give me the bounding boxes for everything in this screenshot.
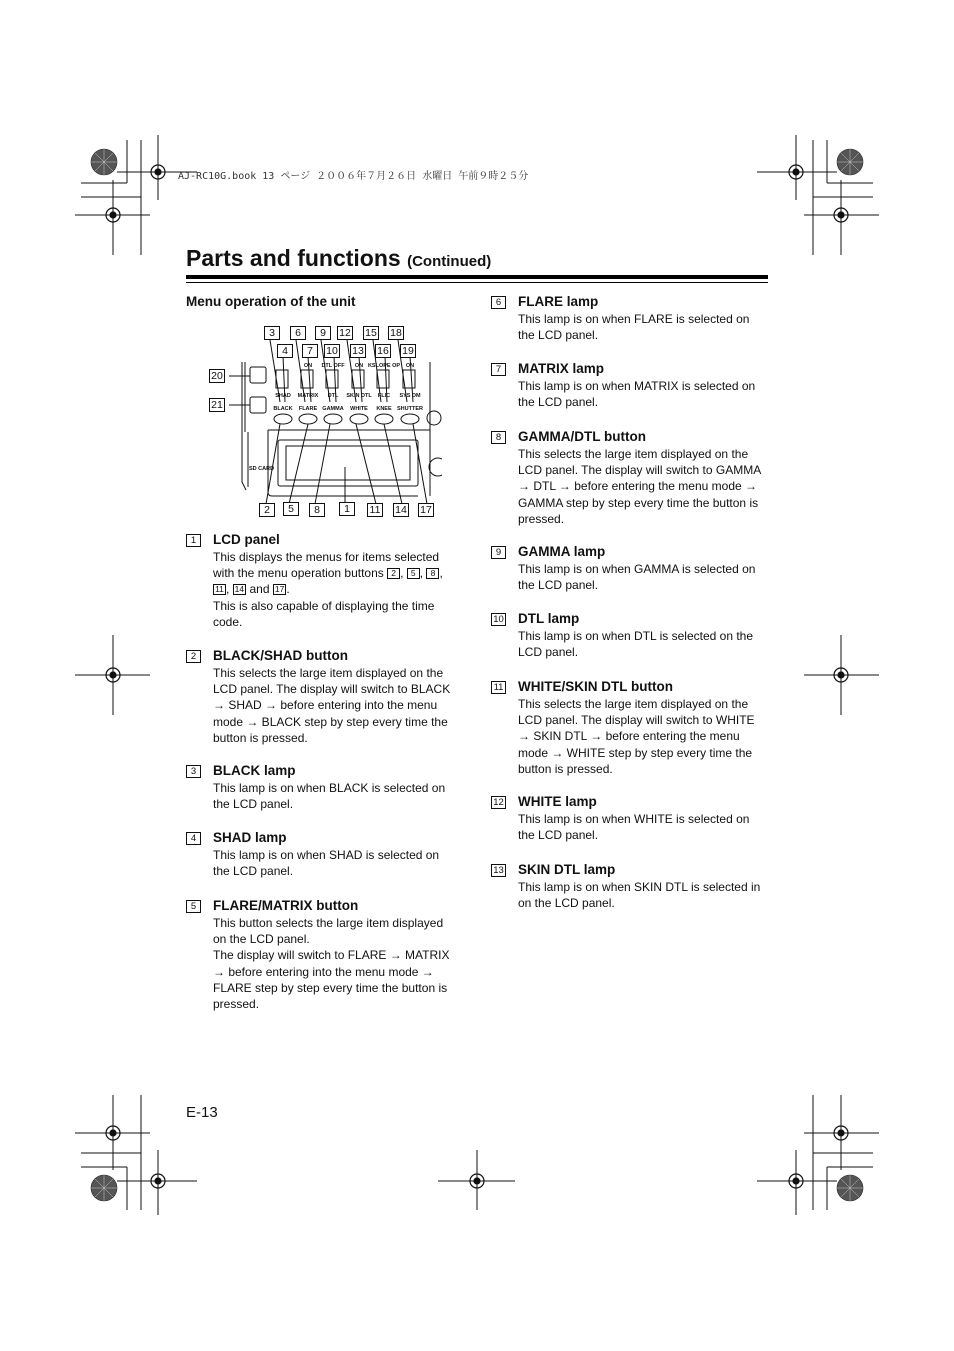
rich-text-part: and — [249, 582, 270, 597]
entry-number: 6 — [491, 296, 506, 309]
entry-number: 8 — [491, 431, 506, 444]
entry-title: MATRIX lamp — [518, 361, 605, 376]
callout-16: 16 — [375, 344, 391, 358]
entry-title: SHAD lamp — [213, 830, 287, 845]
top-label-5: ON — [405, 363, 415, 369]
entry-title: BLACK lamp — [213, 763, 296, 778]
callout-21: 21 — [209, 398, 225, 412]
callout-11: 11 — [367, 503, 383, 517]
entry-heading — [491, 543, 761, 561]
callout-3: 3 — [264, 326, 280, 340]
callout-14: 14 — [393, 503, 409, 517]
entry-text: This lamp is on when SKIN DTL is selected in on the LCD panel. — [518, 880, 761, 911]
entry-text: This selects the large item displayed on the LCD panel. The display will switch to GAMMA → DTL → before entering the menu mode → GAMMA step by step every time the button is pressed. — [518, 447, 761, 526]
entry-heading — [186, 829, 456, 847]
top-label-1: ON — [303, 363, 313, 369]
rich-text-part: This displays the menus for items selected with the menu operation buttons — [213, 550, 440, 581]
entry-5-flare-matrix-button — [186, 897, 456, 1012]
callout-9: 9 — [315, 326, 331, 340]
entry-text: This selects the large item displayed on the LCD panel. The display will switch to BLACK → SHAD → before entering into the menu mode → BLACK step by step every time the button is pressed. — [213, 666, 451, 745]
entry-heading — [491, 428, 761, 446]
entry-number: 5 — [186, 900, 201, 913]
entry-number: 13 — [491, 864, 506, 877]
button-label-white: WHITE — [350, 406, 368, 412]
inline-ref: 2 — [387, 568, 400, 579]
entry-10-dtl-lamp — [491, 610, 761, 660]
entry-3-black-lamp — [186, 762, 456, 812]
entry-text-rich: This displays the menus for items selected with the menu operation buttons 2 , 5 , 8 , 11 , 14 and 17 . — [213, 550, 443, 597]
callout-4: 4 — [277, 344, 293, 358]
top-label-2: DTL OFF — [321, 363, 345, 369]
callout-12: 12 — [337, 326, 353, 340]
top-label-3: ON — [354, 363, 364, 369]
entry-number: 10 — [491, 613, 506, 626]
entry-1-lcd-panel — [186, 531, 456, 630]
button-label-flare: FLARE — [298, 406, 318, 412]
callout-10: 10 — [324, 344, 340, 358]
entry-heading — [491, 293, 761, 311]
entry-body — [518, 628, 761, 660]
button-label-black: BLACK — [273, 406, 293, 412]
entry-body — [518, 561, 761, 593]
callout-8: 8 — [309, 503, 325, 517]
callout-13: 13 — [350, 344, 366, 358]
diagram-labels — [249, 363, 423, 472]
entry-12-white-lamp — [491, 793, 761, 843]
entry-heading — [491, 610, 761, 628]
callout-1: 1 — [339, 502, 355, 516]
page-number: E-13 — [186, 1104, 218, 1121]
lamp-label-sys-dm: SYS DM — [399, 393, 421, 399]
entry-body — [213, 780, 456, 812]
page-title-text: Parts and functions — [186, 245, 401, 271]
entry-body — [213, 847, 456, 879]
entry-heading — [186, 531, 456, 549]
entry-number: 11 — [491, 681, 506, 694]
entry-body — [518, 311, 761, 343]
entry-text: This lamp is on when BLACK is selected on the LCD panel. — [213, 781, 446, 812]
entry-text: This lamp is on when WHITE is selected on the LCD panel. — [518, 812, 750, 843]
entry-number: 9 — [491, 546, 506, 559]
page-title-suffix: (Continued) — [407, 253, 492, 270]
entry-body — [518, 378, 761, 410]
entry-9-gamma-lamp — [491, 543, 761, 593]
entry-title: DTL lamp — [518, 611, 580, 626]
entry-13-skin-dtl-lamp — [491, 861, 761, 911]
entry-number: 4 — [186, 832, 201, 845]
entry-heading — [186, 647, 456, 665]
entry-title: GAMMA lamp — [518, 544, 606, 559]
callout-7: 7 — [302, 344, 318, 358]
entry-heading — [491, 793, 761, 811]
callout-15: 15 — [363, 326, 379, 340]
lamp-label-matrix: MATRIX — [297, 393, 319, 399]
entry-11-white-skin-dtl-button — [491, 678, 761, 777]
entry-2-black-shad-button — [186, 647, 456, 746]
title-rule-thin — [186, 282, 768, 283]
sd-card-label: SD CARD — [249, 466, 275, 472]
callout-19: 19 — [400, 344, 416, 358]
entry-body — [518, 446, 761, 527]
entry-body — [518, 879, 761, 911]
entry-text: This selects the large item displayed on the LCD panel. The display will switch to WHITE → SKIN DTL → before entering the menu mode → WHITE step by step every time the button is pressed. — [518, 697, 755, 776]
callout-2: 2 — [259, 503, 275, 517]
entry-title: WHITE/SKIN DTL button — [518, 679, 673, 694]
lamp-label-skin-dtl: SKIN DTL — [346, 393, 372, 399]
entry-body — [213, 915, 456, 1012]
callout-6: 6 — [290, 326, 306, 340]
button-label-knee: KNEE — [376, 406, 392, 412]
entry-heading — [491, 678, 761, 696]
entry-8-gamma-dtl-button — [491, 428, 761, 527]
entry-title: FLARE lamp — [518, 294, 599, 309]
callout-20: 20 — [209, 369, 225, 383]
entry-heading — [186, 762, 456, 780]
callout-17: 17 — [418, 503, 434, 517]
entry-4-shad-lamp — [186, 829, 456, 879]
entry-heading — [491, 861, 761, 879]
lamp-label-shad: SHAD — [275, 393, 291, 399]
entry-number: 2 — [186, 650, 201, 663]
entry-text: This lamp is on when SHAD is selected on the LCD panel. — [213, 848, 440, 879]
entry-text: This lamp is on when FLARE is selected on the LCD panel. — [518, 312, 750, 343]
entry-number: 1 — [186, 534, 201, 547]
entry-heading — [491, 360, 761, 378]
entry-body — [518, 811, 761, 843]
lamp-label-flic: FLIC — [377, 393, 391, 399]
page-title — [186, 245, 491, 272]
entry-text: This button selects the large item displayed on the LCD panel. — [213, 916, 444, 947]
print-header-line: AJ-RC10G.book 13 ページ ２００６年７月２６日 水曜日 午前９時２５分 — [178, 171, 529, 182]
title-rule-thick — [186, 275, 768, 279]
button-label-shutter: SHUTTER — [397, 406, 423, 412]
control-panel-diagram — [208, 322, 442, 522]
entry-body — [518, 696, 761, 777]
top-label-4: KSLOPE OP — [367, 363, 401, 369]
entry-body — [213, 549, 456, 630]
entry-text: This lamp is on when DTL is selected on the LCD panel. — [518, 629, 754, 660]
entry-number: 3 — [186, 765, 201, 778]
entry-heading — [186, 897, 456, 915]
entry-text: This lamp is on when MATRIX is selected on the LCD panel. — [518, 379, 756, 410]
button-label-gamma: GAMMA — [322, 406, 344, 412]
entry-text: The display will switch to FLARE → MATRIX → before entering into the menu mode → FLARE step by step every time the button is pressed. — [213, 948, 450, 1012]
entry-6-flare-lamp — [491, 293, 761, 343]
entry-body — [213, 665, 456, 746]
entry-title: FLARE/MATRIX button — [213, 898, 359, 913]
entry-title: LCD panel — [213, 532, 280, 547]
callout-5: 5 — [283, 502, 299, 516]
entry-text: This is also capable of displaying the time code. — [213, 598, 435, 629]
inline-ref: 17 — [274, 584, 285, 595]
entry-title: WHITE lamp — [518, 794, 597, 809]
callout-18: 18 — [388, 326, 404, 340]
inline-ref: 8 — [426, 568, 439, 579]
section-subheading: Menu operation of the unit — [186, 294, 356, 309]
rich-text-part: . — [286, 582, 290, 597]
inline-ref: 11 — [213, 584, 226, 595]
lamp-label-dtl: DTL — [327, 393, 339, 399]
entry-title: BLACK/SHAD button — [213, 648, 348, 663]
entry-number: 7 — [491, 363, 506, 376]
entry-text: This lamp is on when GAMMA is selected on the LCD panel. — [518, 562, 756, 593]
entry-number: 12 — [491, 796, 506, 809]
entry-title: SKIN DTL lamp — [518, 862, 616, 877]
inline-ref: 14 — [234, 584, 245, 595]
entry-title: GAMMA/DTL button — [518, 429, 646, 444]
entry-7-matrix-lamp — [491, 360, 761, 410]
inline-ref: 5 — [407, 568, 420, 579]
